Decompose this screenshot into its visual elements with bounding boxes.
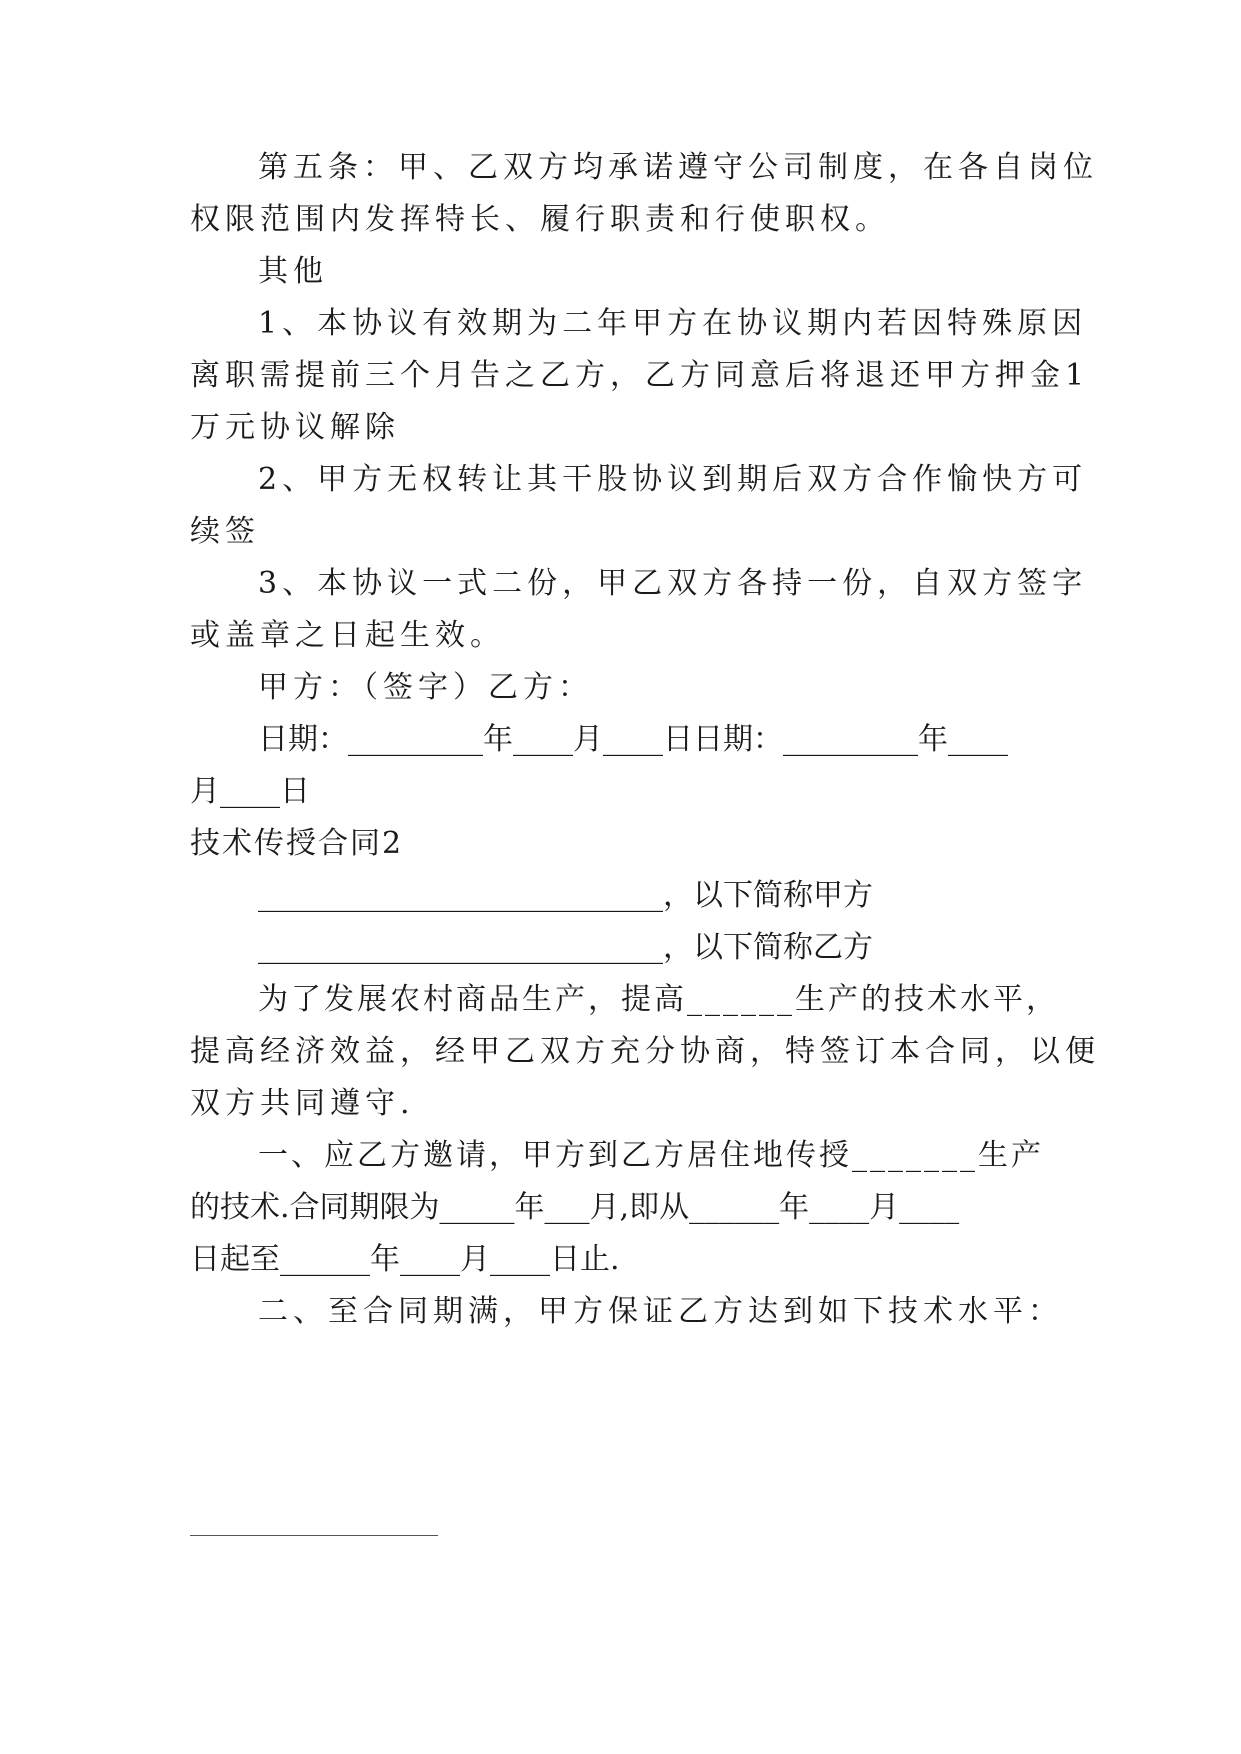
item-one-line-1: 一、应乙方邀请，甲方到乙方居住地传授_______生产 — [258, 1138, 1044, 1173]
item-two-line-1: 二、至合同期满，甲方保证乙方达到如下技术水平： — [258, 1294, 1063, 1329]
party-a-line: ___________________________，以下简称甲方 — [258, 878, 873, 913]
clause-3-line-1: 3、本协议一式二份，甲乙双方各持一份，自双方签字 — [258, 566, 1088, 601]
section-heading-other: 其他 — [258, 254, 328, 289]
item-one-line-3: 日起至______年____月____日止. — [190, 1242, 620, 1277]
preamble-line-1: 为了发展农村商品生产，提高______生产的技术水平， — [258, 982, 1059, 1017]
contract-title: 技术传授合同2 — [190, 826, 404, 861]
clause-3-line-2: 或盖章之日起生效。 — [190, 618, 505, 653]
clause-2-line-2: 续签 — [190, 514, 260, 549]
item-one-line-2: 的技术.合同期限为_____年___月,即从______年____月____ — [190, 1190, 960, 1225]
article-five-line-1: 第五条：甲、乙双方均承诺遵守公司制度，在各自岗位 — [258, 150, 1098, 185]
clause-1-line-3: 万元协议解除 — [190, 410, 400, 445]
date-line-2: 月____日 — [190, 774, 310, 809]
preamble-line-3: 双方共同遵守. — [190, 1086, 415, 1121]
signature-line: 甲方：（签字）乙方： — [258, 670, 593, 705]
date-line-1: 日期：_________年____月____日日期：_________年____ — [258, 722, 1008, 757]
preamble-line-2: 提高经济效益，经甲乙双方充分协商，特签订本合同，以便 — [190, 1034, 1100, 1069]
article-five-line-2: 权限范围内发挥特长、履行职责和行使职权。 — [190, 202, 890, 237]
clause-2-line-1: 2、甲方无权转让其干股协议到期后双方合作愉快方可 — [258, 462, 1088, 497]
clause-1-line-1: 1、本协议有效期为二年甲方在协议期内若因特殊原因 — [258, 306, 1088, 341]
clause-1-line-2: 离职需提前三个月告之乙方，乙方同意后将退还甲方押金1 — [190, 358, 1090, 393]
party-b-line: ___________________________，以下简称乙方 — [258, 930, 873, 965]
footnote-divider — [190, 1535, 438, 1536]
